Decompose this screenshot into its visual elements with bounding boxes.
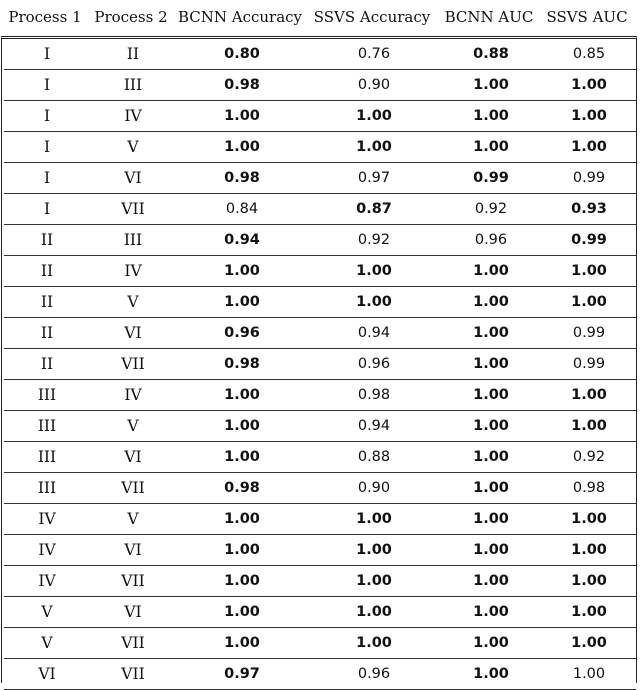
process-2-cell: VII bbox=[121, 355, 145, 373]
bcnn-auc-cell: 1.00 bbox=[473, 635, 509, 651]
process-2-cell: VII bbox=[121, 200, 145, 218]
bcnn-auc-cell: 1.00 bbox=[473, 449, 509, 465]
process-2-cell: IV bbox=[124, 262, 142, 280]
process-1-cell: IV bbox=[38, 572, 56, 590]
ssvs-accuracy-cell: 1.00 bbox=[356, 573, 392, 589]
process-2-cell: VII bbox=[121, 665, 145, 683]
table-row bbox=[4, 318, 636, 349]
header-bcnn-auc: BCNN AUC bbox=[444, 8, 534, 26]
table-row bbox=[4, 659, 636, 690]
ssvs-auc-cell: 1.00 bbox=[571, 511, 607, 527]
ssvs-accuracy-cell: 0.96 bbox=[357, 356, 391, 372]
header-process-1: Process 1 bbox=[8, 8, 82, 26]
bcnn-auc-cell: 1.00 bbox=[473, 666, 509, 682]
ssvs-auc-cell: 1.00 bbox=[571, 294, 607, 310]
process-2-cell: VI bbox=[124, 169, 142, 187]
process-1-cell: I bbox=[43, 107, 51, 125]
bcnn-auc-cell: 1.00 bbox=[473, 418, 509, 434]
bcnn-accuracy-cell: 1.00 bbox=[224, 263, 260, 279]
header-ssvs-accuracy: SSVS Accuracy bbox=[313, 8, 431, 26]
bcnn-auc-cell: 0.99 bbox=[473, 170, 509, 186]
bcnn-accuracy-cell: 0.84 bbox=[225, 201, 259, 217]
ssvs-auc-cell: 0.93 bbox=[571, 201, 607, 217]
process-1-cell: IV bbox=[38, 541, 56, 559]
table-row bbox=[4, 194, 636, 225]
bcnn-auc-cell: 1.00 bbox=[473, 511, 509, 527]
process-2-cell: VI bbox=[124, 448, 142, 466]
bcnn-accuracy-cell: 0.97 bbox=[224, 666, 260, 682]
ssvs-auc-cell: 1.00 bbox=[571, 604, 607, 620]
bcnn-accuracy-cell: 0.98 bbox=[224, 170, 260, 186]
ssvs-auc-cell: 0.99 bbox=[571, 232, 607, 248]
table-row bbox=[4, 628, 636, 659]
table-row bbox=[4, 473, 636, 504]
process-1-cell: I bbox=[43, 138, 51, 156]
ssvs-accuracy-cell: 0.76 bbox=[357, 46, 391, 62]
ssvs-auc-cell: 0.85 bbox=[572, 46, 606, 62]
process-1-cell: III bbox=[37, 417, 57, 435]
ssvs-accuracy-cell: 0.97 bbox=[357, 170, 391, 186]
process-1-cell: IV bbox=[38, 510, 56, 528]
bcnn-auc-cell: 1.00 bbox=[473, 325, 509, 341]
header-ssvs-auc: SSVS AUC bbox=[546, 8, 628, 26]
process-2-cell: V bbox=[127, 293, 139, 311]
ssvs-accuracy-cell: 1.00 bbox=[356, 108, 392, 124]
process-1-cell: III bbox=[37, 448, 57, 466]
table-header-row bbox=[0, 0, 640, 35]
process-1-cell: I bbox=[43, 200, 51, 218]
bcnn-accuracy-cell: 0.98 bbox=[224, 77, 260, 93]
table-row bbox=[4, 287, 636, 318]
header-bcnn-accuracy: BCNN Accuracy bbox=[177, 8, 303, 26]
table-body bbox=[1, 36, 637, 683]
ssvs-auc-cell: 1.00 bbox=[571, 418, 607, 434]
table-row bbox=[4, 442, 636, 473]
process-2-cell: VII bbox=[121, 479, 145, 497]
ssvs-accuracy-cell: 1.00 bbox=[356, 294, 392, 310]
ssvs-accuracy-cell: 1.00 bbox=[356, 263, 392, 279]
table-row bbox=[4, 39, 636, 70]
bcnn-accuracy-cell: 0.98 bbox=[224, 356, 260, 372]
bcnn-auc-cell: 1.00 bbox=[473, 77, 509, 93]
ssvs-auc-cell: 1.00 bbox=[571, 542, 607, 558]
ssvs-auc-cell: 0.92 bbox=[572, 449, 606, 465]
bcnn-auc-cell: 1.00 bbox=[473, 294, 509, 310]
process-2-cell: VI bbox=[124, 603, 142, 621]
process-2-cell: IV bbox=[124, 386, 142, 404]
process-2-cell: VII bbox=[121, 572, 145, 590]
bcnn-accuracy-cell: 0.98 bbox=[224, 480, 260, 496]
bcnn-auc-cell: 1.00 bbox=[473, 356, 509, 372]
table-row bbox=[4, 256, 636, 287]
ssvs-accuracy-cell: 0.94 bbox=[357, 418, 391, 434]
process-2-cell: VI bbox=[124, 541, 142, 559]
ssvs-auc-cell: 1.00 bbox=[571, 263, 607, 279]
ssvs-accuracy-cell: 1.00 bbox=[356, 139, 392, 155]
ssvs-accuracy-cell: 0.96 bbox=[357, 666, 391, 682]
table-row bbox=[4, 225, 636, 256]
bcnn-auc-cell: 1.00 bbox=[473, 480, 509, 496]
process-1-cell: I bbox=[43, 76, 51, 94]
process-1-cell: V bbox=[41, 634, 53, 652]
ssvs-auc-cell: 1.00 bbox=[571, 108, 607, 124]
bcnn-auc-cell: 0.96 bbox=[474, 232, 508, 248]
bcnn-auc-cell: 1.00 bbox=[473, 108, 509, 124]
bcnn-auc-cell: 0.88 bbox=[473, 46, 509, 62]
ssvs-accuracy-cell: 0.88 bbox=[357, 449, 391, 465]
table-row bbox=[4, 380, 636, 411]
ssvs-auc-cell: 1.00 bbox=[571, 635, 607, 651]
table-row bbox=[4, 70, 636, 101]
bcnn-auc-cell: 1.00 bbox=[473, 542, 509, 558]
ssvs-auc-cell: 1.00 bbox=[572, 666, 606, 682]
bcnn-accuracy-cell: 1.00 bbox=[224, 418, 260, 434]
ssvs-accuracy-cell: 1.00 bbox=[356, 635, 392, 651]
ssvs-auc-cell: 0.99 bbox=[572, 325, 606, 341]
process-1-cell: I bbox=[43, 45, 51, 63]
bcnn-accuracy-cell: 1.00 bbox=[224, 573, 260, 589]
ssvs-accuracy-cell: 0.92 bbox=[357, 232, 391, 248]
process-2-cell: III bbox=[123, 76, 143, 94]
bcnn-accuracy-cell: 1.00 bbox=[224, 139, 260, 155]
bcnn-auc-cell: 0.92 bbox=[474, 201, 508, 217]
ssvs-accuracy-cell: 0.94 bbox=[357, 325, 391, 341]
table-row bbox=[4, 504, 636, 535]
process-1-cell: I bbox=[43, 169, 51, 187]
bcnn-auc-cell: 1.00 bbox=[473, 139, 509, 155]
bcnn-accuracy-cell: 1.00 bbox=[224, 449, 260, 465]
bcnn-accuracy-cell: 0.94 bbox=[224, 232, 260, 248]
ssvs-accuracy-cell: 1.00 bbox=[356, 604, 392, 620]
process-2-cell: VII bbox=[121, 634, 145, 652]
process-2-cell: VI bbox=[124, 324, 142, 342]
process-1-cell: VI bbox=[38, 665, 56, 683]
process-1-cell: II bbox=[40, 355, 54, 373]
ssvs-auc-cell: 0.99 bbox=[572, 170, 606, 186]
table-row bbox=[4, 132, 636, 163]
process-2-cell: II bbox=[126, 45, 140, 63]
bcnn-accuracy-cell: 0.80 bbox=[224, 46, 260, 62]
ssvs-accuracy-cell: 0.87 bbox=[356, 201, 392, 217]
process-2-cell: V bbox=[127, 138, 139, 156]
ssvs-accuracy-cell: 0.98 bbox=[357, 387, 391, 403]
bcnn-accuracy-cell: 0.96 bbox=[224, 325, 260, 341]
bcnn-accuracy-cell: 1.00 bbox=[224, 542, 260, 558]
ssvs-auc-cell: 1.00 bbox=[571, 77, 607, 93]
ssvs-accuracy-cell: 1.00 bbox=[356, 511, 392, 527]
ssvs-auc-cell: 0.99 bbox=[572, 356, 606, 372]
process-1-cell: V bbox=[41, 603, 53, 621]
bcnn-auc-cell: 1.00 bbox=[473, 573, 509, 589]
process-2-cell: V bbox=[127, 417, 139, 435]
ssvs-auc-cell: 1.00 bbox=[571, 573, 607, 589]
bcnn-accuracy-cell: 1.00 bbox=[224, 108, 260, 124]
bcnn-auc-cell: 1.00 bbox=[473, 387, 509, 403]
table-row bbox=[4, 597, 636, 628]
process-2-cell: IV bbox=[124, 107, 142, 125]
bcnn-accuracy-cell: 1.00 bbox=[224, 511, 260, 527]
table-row bbox=[4, 411, 636, 442]
bcnn-auc-cell: 1.00 bbox=[473, 263, 509, 279]
ssvs-auc-cell: 1.00 bbox=[571, 139, 607, 155]
process-1-cell: II bbox=[40, 262, 54, 280]
table-row bbox=[4, 163, 636, 194]
table-row bbox=[4, 535, 636, 566]
bcnn-accuracy-cell: 1.00 bbox=[224, 294, 260, 310]
bcnn-accuracy-cell: 1.00 bbox=[224, 387, 260, 403]
table-row bbox=[4, 349, 636, 380]
ssvs-accuracy-cell: 0.90 bbox=[357, 77, 391, 93]
process-2-cell: III bbox=[123, 231, 143, 249]
process-1-cell: II bbox=[40, 324, 54, 342]
process-1-cell: II bbox=[40, 293, 54, 311]
process-1-cell: II bbox=[40, 231, 54, 249]
table-row bbox=[4, 566, 636, 597]
ssvs-auc-cell: 0.98 bbox=[572, 480, 606, 496]
process-2-cell: V bbox=[127, 510, 139, 528]
header-process-2: Process 2 bbox=[94, 8, 168, 26]
ssvs-accuracy-cell: 1.00 bbox=[356, 542, 392, 558]
process-1-cell: III bbox=[37, 386, 57, 404]
process-1-cell: III bbox=[37, 479, 57, 497]
ssvs-auc-cell: 1.00 bbox=[571, 387, 607, 403]
bcnn-accuracy-cell: 1.00 bbox=[224, 604, 260, 620]
bcnn-accuracy-cell: 1.00 bbox=[224, 635, 260, 651]
bcnn-auc-cell: 1.00 bbox=[473, 604, 509, 620]
ssvs-accuracy-cell: 0.90 bbox=[357, 480, 391, 496]
table-row bbox=[4, 101, 636, 132]
